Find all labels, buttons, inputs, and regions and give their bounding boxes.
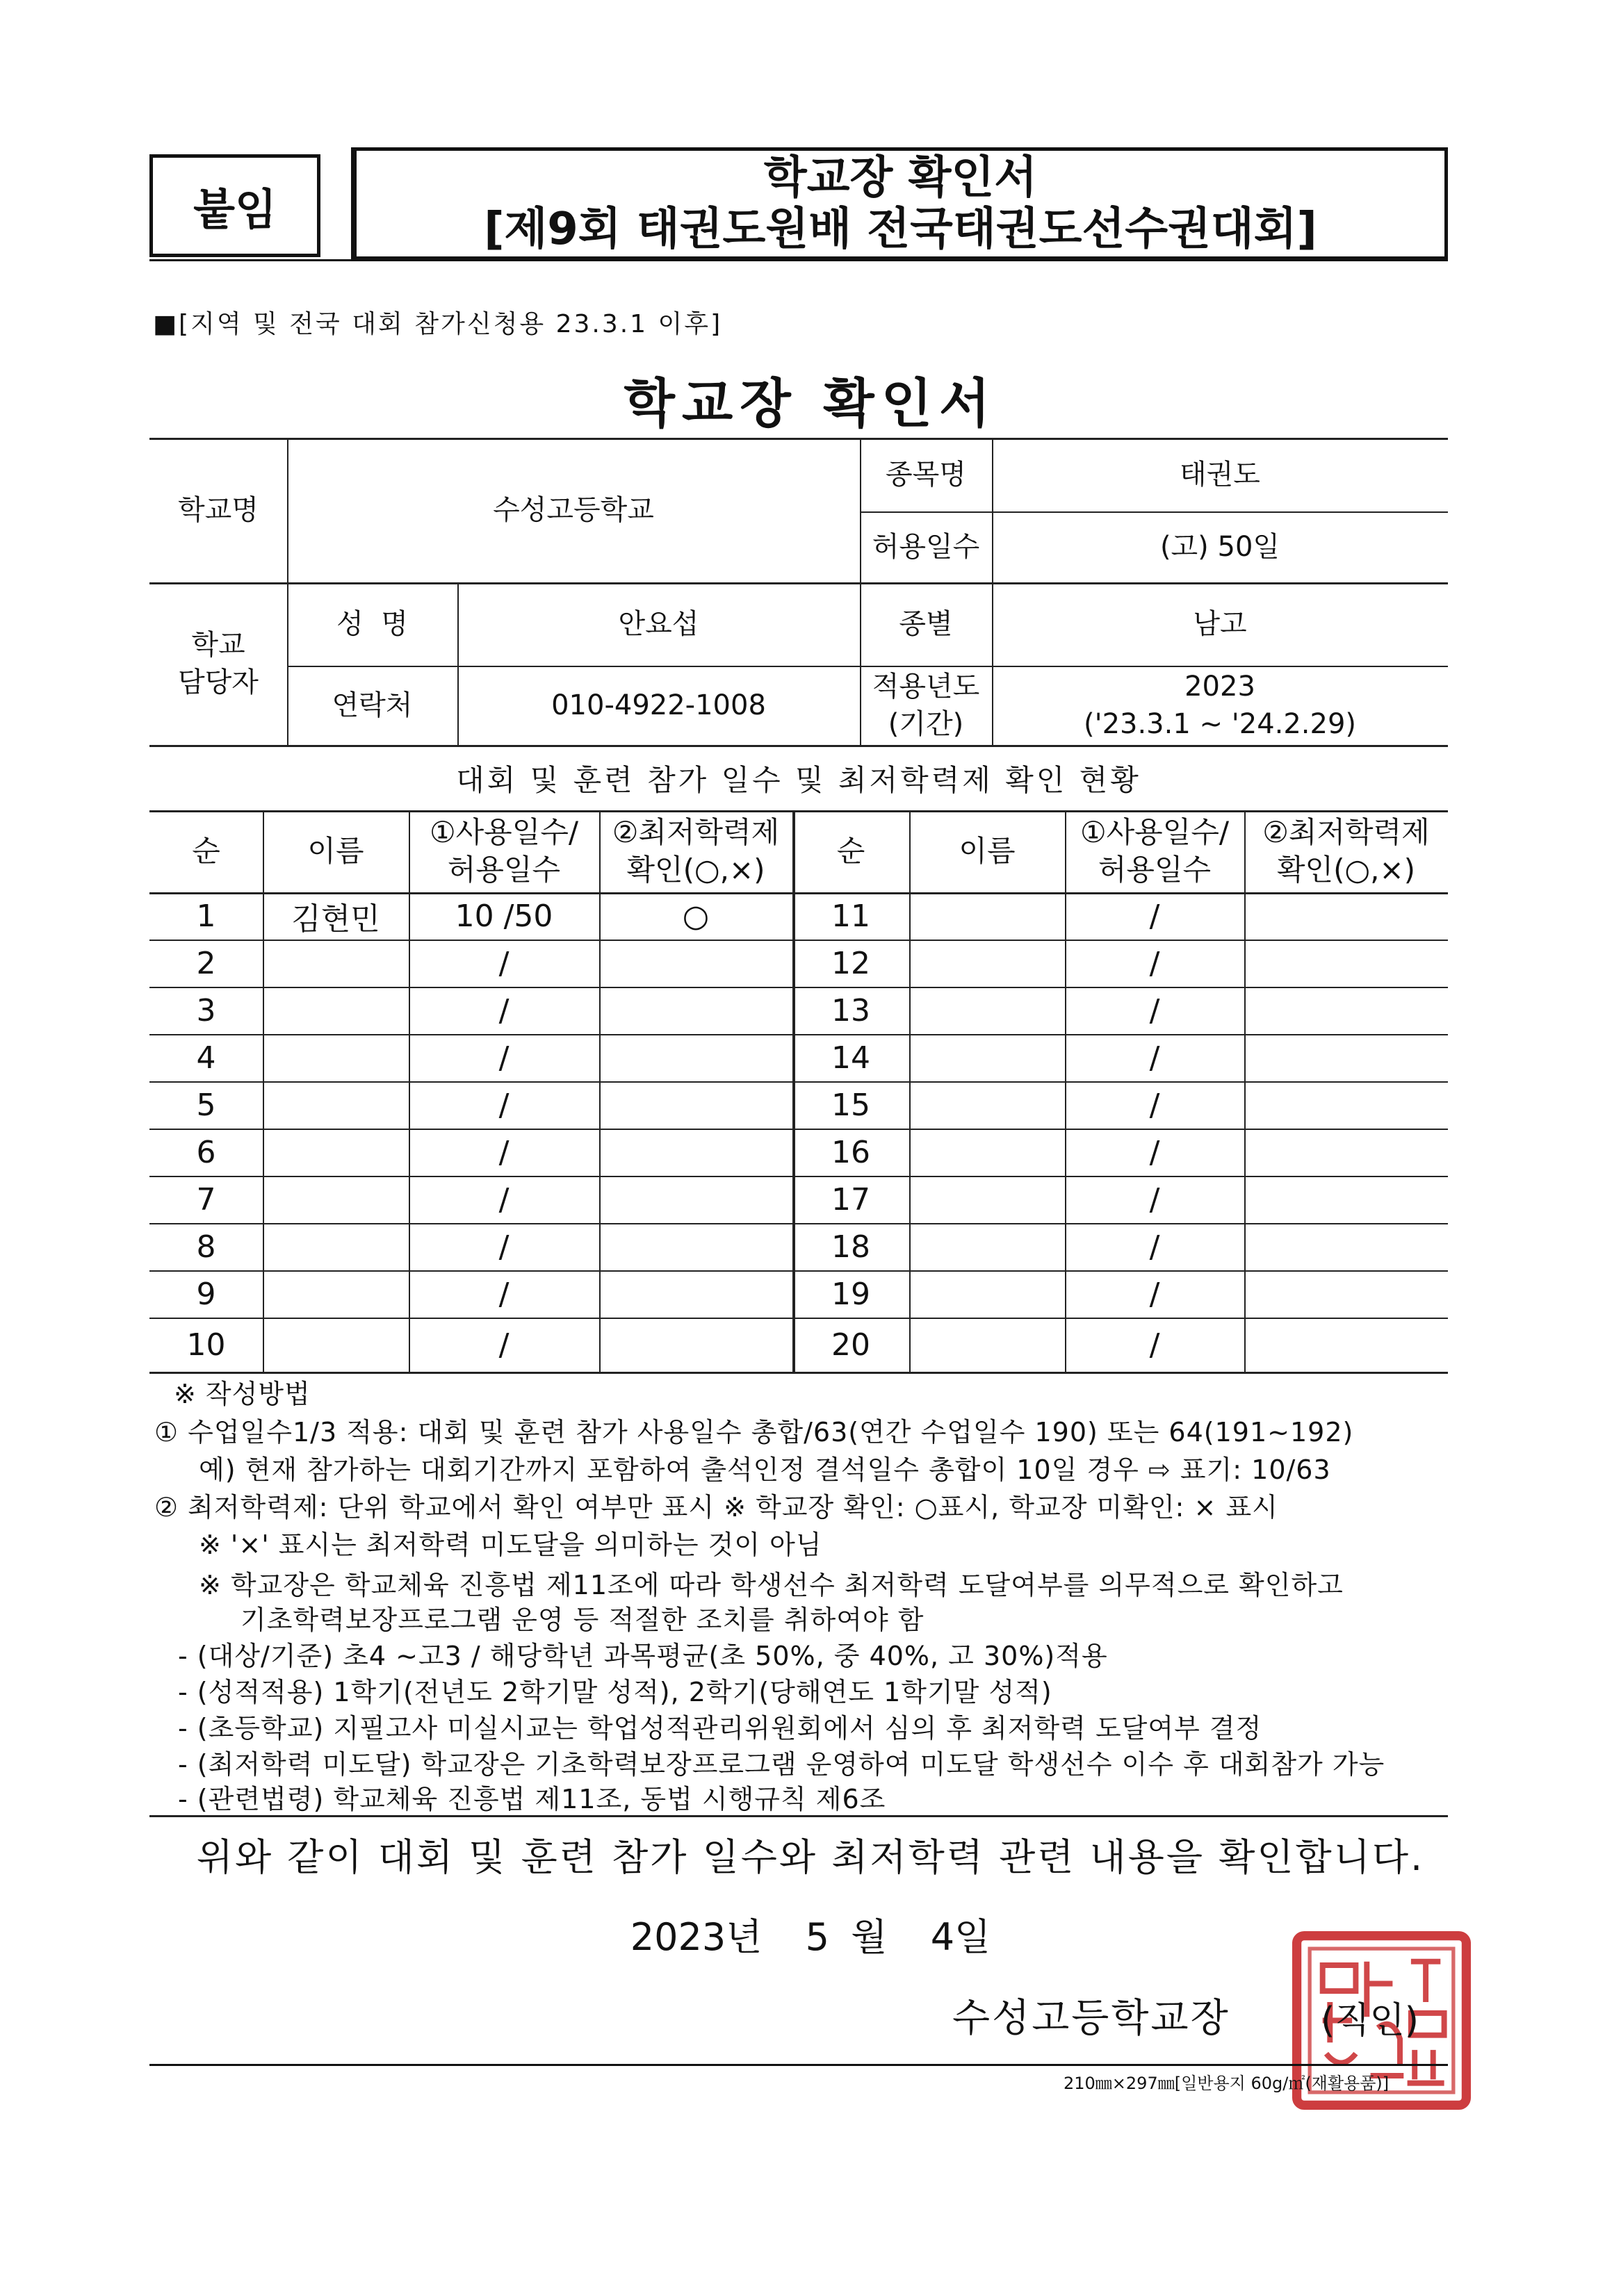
- cell-no: 4: [196, 1040, 216, 1076]
- sport-value: 태권도: [1180, 459, 1260, 491]
- header-no: 순: [836, 834, 865, 868]
- cell-days: /: [498, 1327, 510, 1363]
- cell-name: [263, 987, 409, 1034]
- seal-label: (직인): [1321, 2000, 1419, 2042]
- cell-check: [599, 1034, 792, 1081]
- principal-title: 수성고등학교장: [952, 1996, 1230, 2041]
- cell-check: [1244, 1223, 1448, 1270]
- cell-name: [263, 1318, 409, 1372]
- attachment-label: 붙임: [149, 154, 320, 257]
- year: 2023: [1184, 671, 1255, 703]
- note-item: - (관련법령) 학교체육 진흥법 제11조, 동법 시행규칙 제6조: [178, 1784, 886, 1814]
- cell-no: 11: [831, 898, 870, 934]
- cell-days: /: [1149, 1327, 1160, 1363]
- name-label: 성 명: [336, 608, 408, 640]
- cell-days: 10 /50: [455, 898, 553, 934]
- cell-no: 13: [831, 992, 870, 1028]
- cell-check: [599, 1318, 792, 1372]
- header-check-line-2: 확인(○,×): [626, 853, 765, 887]
- cell-name: [909, 1081, 1065, 1129]
- header-days-line-1: ①사용일수/: [429, 815, 579, 849]
- note-item: ① 수업일수1/3 적용: 대회 및 훈련 참가 사용일수 총합/63(연간 수업일수 190) 또는 64(191~192): [154, 1417, 1354, 1448]
- cell-check: [599, 1270, 792, 1318]
- cell-check: [1244, 1081, 1448, 1129]
- cell-name: [909, 1129, 1065, 1176]
- cell-days: /: [1149, 1040, 1160, 1076]
- cell-no: 3: [196, 992, 216, 1028]
- cell-name: [909, 1318, 1065, 1372]
- cell-check: [1244, 1318, 1448, 1372]
- title-line-2: [제9회 태권도원배 전국태권도선수권대회]: [484, 204, 1317, 255]
- cell-name: [263, 1270, 409, 1318]
- header-no: 순: [192, 834, 220, 868]
- cell-name: [909, 892, 1065, 940]
- table-border: [149, 745, 1448, 747]
- gender-value: 남고: [1193, 608, 1247, 640]
- cell-no: 20: [831, 1327, 870, 1363]
- cell-days: /: [498, 1276, 510, 1312]
- sport-label: 종목명: [886, 459, 966, 491]
- cell-days: /: [498, 1181, 510, 1217]
- note-item: - (대상/기준) 초4 ~고3 / 해당학년 과목평균(초 50%, 중 40%, 고 30%)적용: [178, 1641, 1108, 1671]
- cell-no: 19: [831, 1276, 870, 1312]
- notes-divider: [149, 1815, 1448, 1817]
- cell-name: [263, 1223, 409, 1270]
- cell-no: 7: [196, 1181, 216, 1217]
- note-item: 기초학력보장프로그램 운영 등 적절한 조치를 취하여야 함: [241, 1605, 924, 1635]
- cell-check: [1244, 940, 1448, 987]
- signature-date: 2023년 5 월 4일: [630, 1915, 991, 1959]
- paper-spec: 210㎜×297㎜[일반용지 60g/㎡(재활용품)]: [1064, 2074, 1390, 2093]
- cell-no: 1: [196, 898, 216, 934]
- gender-label: 종별: [899, 608, 953, 640]
- manager-name: 안요섭: [618, 608, 699, 640]
- note-item: 예) 현재 참가하는 대회기간까지 포함하여 출석인정 결석일수 총합이 10일 경우 ⇨ 표기: 10/63: [199, 1454, 1331, 1485]
- school-label: 학교명: [178, 494, 259, 526]
- cell-check: [599, 1176, 792, 1223]
- cell-no: 14: [831, 1040, 870, 1076]
- contact-label: 연락처: [332, 689, 413, 721]
- header-check: [1244, 810, 1448, 892]
- cell-name: [263, 1129, 409, 1176]
- cell-check: [599, 1081, 792, 1129]
- cell-check: [1244, 987, 1448, 1034]
- cell-days: /: [1149, 1276, 1160, 1312]
- table-border: [149, 1372, 1448, 1374]
- year-label-line-2: (기간): [888, 708, 964, 740]
- cell-check: ○: [682, 898, 710, 934]
- cell-days: /: [1149, 1087, 1160, 1123]
- header-days: [1065, 810, 1244, 892]
- header-check-line-2: 확인(○,×): [1276, 853, 1416, 887]
- cell-days: /: [498, 1087, 510, 1123]
- cell-no: 17: [831, 1181, 870, 1217]
- cell-check: [1244, 1129, 1448, 1176]
- header-days-line-2: 허용일수: [447, 853, 561, 887]
- cell-days: /: [498, 945, 510, 981]
- header-check: [599, 810, 792, 892]
- header-name: 이름: [307, 834, 364, 868]
- section-title: 대회 및 훈련 참가 일수 및 최저학력제 확인 현황: [456, 763, 1141, 797]
- note-item: - (성적적용) 1학기(전년도 2학기말 성적), 2학기(당해연도 1학기말 성적): [178, 1677, 1052, 1707]
- header-days: [409, 810, 599, 892]
- cell-check: [1244, 1270, 1448, 1318]
- cell-check: [1244, 1034, 1448, 1081]
- manager-label-line-2: 담당자: [178, 666, 259, 698]
- cell-check: [1244, 892, 1448, 940]
- cell-no: 16: [831, 1134, 870, 1170]
- note-item: ※ '×' 표시는 최저학력 미도달을 의미하는 것이 아님: [199, 1530, 822, 1560]
- year-label-line-1: 적용년도: [872, 671, 980, 703]
- cell-no: 5: [196, 1087, 216, 1123]
- cell-name: [909, 1176, 1065, 1223]
- cell-name: [263, 1034, 409, 1081]
- note-item: - (최저학력 미도달) 학교장은 기초학력보장프로그램 운영하여 미도달 학생선수 이수 후 대회참가 가능: [178, 1749, 1385, 1780]
- cell-name: [263, 940, 409, 987]
- cell-days: /: [498, 992, 510, 1028]
- manager-label-line-1: 학교: [191, 629, 245, 661]
- cell-check: [599, 1129, 792, 1176]
- confirm-text: 위와 같이 대회 및 훈련 참가 일수와 최저학력 관련 내용을 확인합니다.: [196, 1835, 1425, 1879]
- cell-check: [1244, 1176, 1448, 1223]
- cell-name: 김현민: [291, 901, 380, 937]
- document-title: 학교장 확인서: [624, 372, 997, 434]
- cell-no: 6: [196, 1134, 216, 1170]
- cell-no: 2: [196, 945, 216, 981]
- cell-check: [599, 1223, 792, 1270]
- header-days-line-2: 허용일수: [1098, 853, 1212, 887]
- cell-days: /: [1149, 992, 1160, 1028]
- cell-days: /: [498, 1229, 510, 1265]
- cell-name: [263, 1081, 409, 1129]
- note-item: ② 최저학력제: 단위 학교에서 확인 여부만 표시 ※ 학교장 확인: ○표시, 학교장 미확인: × 표시: [154, 1492, 1278, 1523]
- cell-days: /: [1149, 1229, 1160, 1265]
- notice-text: ■[지역 및 전국 대회 참가신청용 23.3.1 이후]: [153, 310, 723, 338]
- contact-value: 010-4922-1008: [551, 689, 766, 721]
- year-value: [992, 666, 1448, 745]
- header-check-line-1: ②최저학력제: [1262, 815, 1430, 849]
- cell-no: 15: [831, 1087, 870, 1123]
- note-heading: ※ 작성방법: [174, 1379, 311, 1409]
- cell-name: [263, 1176, 409, 1223]
- header-name: 이름: [959, 834, 1016, 868]
- note-item: - (초등학교) 지필고사 미실시교는 학업성적관리위원회에서 심의 후 최저학력 도달여부 결정: [178, 1713, 1262, 1744]
- footer-divider: [149, 2064, 1448, 2066]
- cell-no: 12: [831, 945, 870, 981]
- cell-days: /: [498, 1134, 510, 1170]
- school-name: 수성고등학교: [493, 494, 654, 526]
- cell-days: /: [1149, 1134, 1160, 1170]
- cell-no: 10: [186, 1327, 226, 1363]
- allowed-days-value: (고) 50일: [1159, 531, 1280, 563]
- cell-name: [909, 1270, 1065, 1318]
- cell-no: 8: [196, 1229, 216, 1265]
- cell-check: [599, 987, 792, 1034]
- header-check-line-1: ②최저학력제: [612, 815, 780, 849]
- cell-name: [909, 1034, 1065, 1081]
- period: ('23.3.1 ~ '24.2.29): [1083, 708, 1357, 740]
- cell-no: 9: [196, 1276, 216, 1312]
- manager-label: [149, 582, 287, 745]
- header-days-line-1: ①사용일수/: [1080, 815, 1230, 849]
- cell-no: 18: [831, 1229, 870, 1265]
- cell-check: [599, 940, 792, 987]
- cell-days: /: [1149, 1181, 1160, 1217]
- note-item: ※ 학교장은 학교체육 진흥법 제11조에 따라 학생선수 최저학력 도달여부를 의무적으로 확인하고: [199, 1570, 1344, 1600]
- year-label: [860, 666, 992, 745]
- title-box: [351, 147, 1448, 260]
- cell-name: [909, 1223, 1065, 1270]
- header-divider: [149, 259, 1448, 261]
- allowed-days-label: 허용일수: [872, 531, 980, 563]
- cell-name: [909, 987, 1065, 1034]
- cell-days: /: [1149, 898, 1160, 934]
- cell-days: /: [498, 1040, 510, 1076]
- cell-name: [909, 940, 1065, 987]
- cell-days: /: [1149, 945, 1160, 981]
- title-line-1: 학교장 확인서: [763, 152, 1038, 204]
